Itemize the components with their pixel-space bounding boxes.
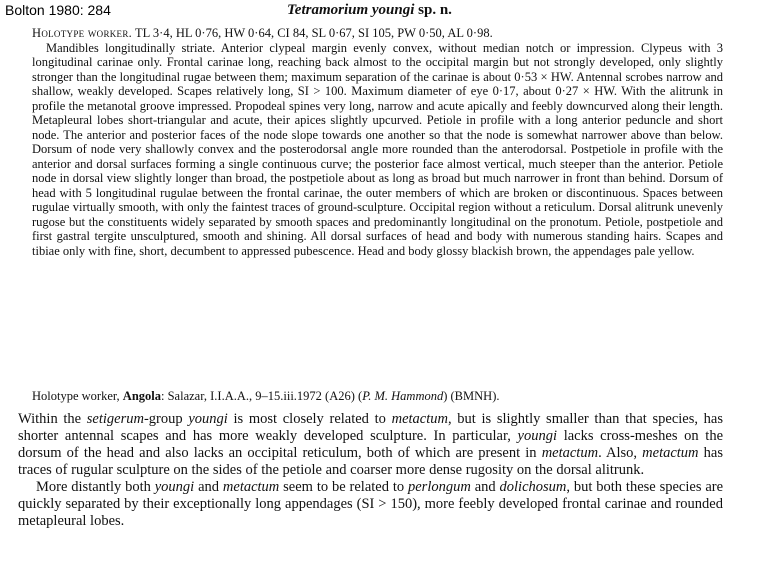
holotype-record xyxy=(0,389,757,404)
holotype-lead: Holotype worker, xyxy=(32,389,120,403)
taxon-name: metactum xyxy=(541,445,599,461)
text-run: seem to be related to xyxy=(283,479,405,495)
taxon-name: youngi xyxy=(188,411,228,427)
text-run: More distantly both xyxy=(36,479,151,495)
text-run: , but is slightly smaller than that species, has shorter antennal scapes and has more weakly developed sculpture. In particular, xyxy=(18,411,724,444)
text-run: is most closely related to xyxy=(233,411,386,427)
text-run: Within the xyxy=(18,411,82,427)
measurements-line xyxy=(32,26,723,41)
taxon-name: metactum xyxy=(391,411,448,427)
text-run: . Also, xyxy=(598,445,638,461)
holotype-locality: : Salazar, I.I.A.A., 9–15.iii.1972 (A26) ( xyxy=(161,389,363,403)
discussion-paragraph-1 xyxy=(18,411,723,479)
text-run: has traces of rugular sculpture on the sides of the petiole and coarser more dense rugosity on the dorsal alitrunk. xyxy=(18,445,723,478)
species-title xyxy=(287,2,452,19)
text-run: and xyxy=(198,479,220,495)
text-run: and xyxy=(474,479,496,495)
taxon-name: dolichosum xyxy=(499,479,567,495)
taxon-name: perlongum xyxy=(408,479,471,495)
holotype-label: Holotype worker. xyxy=(32,26,133,40)
species-name: Tetramorium youngi xyxy=(287,2,415,18)
text-run: , but both these species are quickly separated by their exceptionally long appendages (SI > 150), more feebly developed frontal carinae and rounded metapleural lobes. xyxy=(18,479,724,529)
discussion-paragraph-2 xyxy=(18,479,723,530)
text-run: lacks cross-meshes on the dorsum of the head and also lacks an occipital reticulum, both of which are present in xyxy=(18,428,724,461)
taxon-name: setigerum xyxy=(86,411,144,427)
citation-label: Bolton 1980: 284 xyxy=(5,2,111,18)
description-section xyxy=(0,26,757,258)
holotype-collector: P. M. Hammond xyxy=(362,389,444,403)
text-run: -group xyxy=(143,411,183,427)
taxon-name: metactum xyxy=(642,445,699,461)
holotype-tail: ) (BMNH). xyxy=(443,389,500,403)
taxon-name: youngi xyxy=(517,428,558,444)
taxon-name: metactum xyxy=(222,479,280,495)
measurements: TL 3·4, HL 0·76, HW 0·64, CI 84, SL 0·67, SI 105, PW 0·50, AL 0·98. xyxy=(134,26,493,40)
discussion-section xyxy=(0,411,757,530)
taxon-name: youngi xyxy=(154,479,195,495)
species-suffix: sp. n. xyxy=(418,2,452,18)
holotype-country: Angola xyxy=(122,389,161,403)
description-body: Mandibles longitudinally striate. Anterior clypeal margin evenly convex, without median notch or impression. Clypeus with 3 longitudinal carinae only. Frontal carinae long, reaching back almost to the occipital margin but not strongly developed, only slightly stronger than the longitudinal rugae between them; maximum separation of the carinae is about 0·53 × HW. Antennal scrobes narrow and shallow, weakly developed. Scapes relatively long, SI > 100. Maximum diameter of eye 0·17, about 0·27 × HW. With the alitrunk in profile the metanotal groove impressed. Propodeal spines very long, narrow and acute apically and feebly downcurved along their length. Metapleural lobes short-triangular and acute, their apices slightly upcurved. Petiole in profile with a long anterior peduncle and short node. The anterior and posterior faces of the node slope towards one another so that the node is somewhat narrower above than below. Dorsum of node very shallowly convex and the posterodorsal angle more rounded than the anterodorsal. Postpetiole in profile with the anterior and dorsal surfaces forming a single continuous curve; the posterior face almost vertical, much steeper than the anterior. Petiole node in dorsal view slightly longer than broad, the postpetiole about as long as broad but much narrower in front than behind. Dorsum of head with 5 longitudinal rugulae between the frontal carinae, the outer members of which are broken or discontinuous. Spaces between rugulae virtually smooth, with only the faintest traces of ground-sculpture. Occipital region without a reticulum. Dorsal alitrunk unevenly rugose but the constituents widely separated by smooth spaces and predominantly longitudinal on the pronotum. Petiole, postpetiole and first gastral tergite unsculptured, smooth and shining. All dorsal surfaces of head and body with numerous standing hairs. Scapes and tibiae only with fine, short, decumbent to appressed pubescence. Head and body glossy blackish brown, the appendages pale yellow. xyxy=(32,40,723,258)
